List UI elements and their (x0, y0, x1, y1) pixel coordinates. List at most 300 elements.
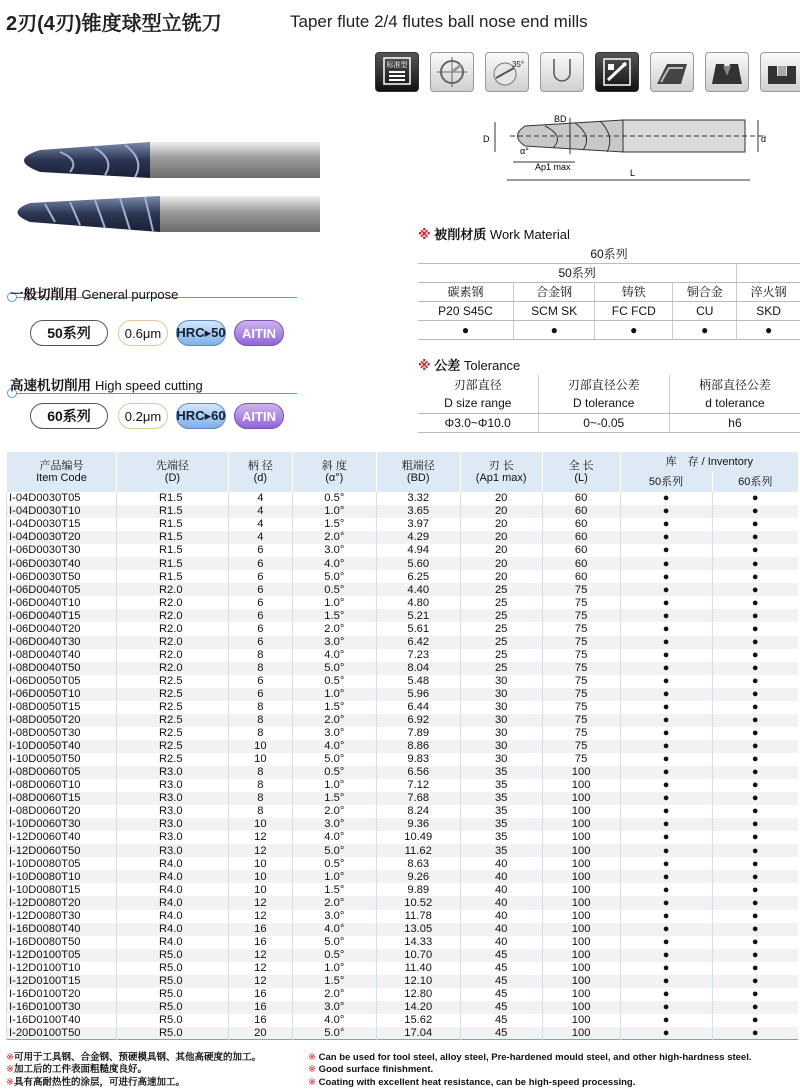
table-cell: 16 (228, 936, 292, 949)
inventory-mark: ● (620, 492, 712, 505)
table-cell: 100 (542, 936, 620, 949)
inventory-mark: ● (620, 753, 712, 766)
table-cell: 35 (460, 831, 542, 844)
table-cell: 100 (542, 1014, 620, 1027)
table-row (7, 622, 799, 635)
table-cell: 12 (228, 910, 292, 923)
table-cell: 6 (228, 596, 292, 609)
table-cell: 75 (542, 701, 620, 714)
table-cell: 8 (228, 779, 292, 792)
table-row (7, 662, 799, 675)
inventory-mark: ● (620, 727, 712, 740)
table-cell: 20 (460, 505, 542, 518)
table-cell: I-10D0080T05 (7, 857, 117, 870)
table-cell: 60 (542, 570, 620, 583)
table-cell: R4.0 (116, 870, 228, 883)
center-cutting-icon (430, 52, 474, 92)
table-cell: 8 (228, 701, 292, 714)
table-cell: 100 (542, 844, 620, 857)
table-cell: 75 (542, 636, 620, 649)
table-cell: 60 (542, 557, 620, 570)
inventory-mark: ● (712, 962, 798, 975)
table-cell: 25 (460, 636, 542, 649)
table-cell: I-08D0040T40 (7, 649, 117, 662)
inventory-mark: ● (712, 844, 798, 857)
table-cell: 7.23 (376, 649, 460, 662)
table-cell: 45 (460, 1014, 542, 1027)
table-cell: 6 (228, 557, 292, 570)
schematic-ap-label: Ap1 max (535, 162, 571, 172)
table-cell: 2.0° (292, 805, 376, 818)
table-cell: 25 (460, 622, 542, 635)
shank-tolerance-icon (595, 52, 639, 92)
inventory-mark: ● (712, 910, 798, 923)
table-cell: 20 (460, 531, 542, 544)
inventory-mark: ● (620, 662, 712, 675)
inventory-mark: ● (620, 609, 712, 622)
table-cell: 1.5° (292, 792, 376, 805)
table-cell: 10.70 (376, 949, 460, 962)
inventory-mark: ● (712, 557, 798, 570)
table-cell: 10 (228, 857, 292, 870)
table-cell: 0.5° (292, 949, 376, 962)
inventory-mark: ● (712, 831, 798, 844)
end-mill-photos (0, 140, 330, 245)
table-cell: I-06D0030T50 (7, 570, 117, 583)
page-title: 2刃(4刃)锥度球型立铣刀 (6, 13, 222, 35)
table-cell: 4.80 (376, 596, 460, 609)
table-cell: 3.0° (292, 636, 376, 649)
table-cell: 6 (228, 609, 292, 622)
table-cell: 5.48 (376, 675, 460, 688)
table-cell: 6.42 (376, 636, 460, 649)
table-cell: 4 (228, 518, 292, 531)
table-cell: I-06D0030T30 (7, 544, 117, 557)
table-cell: I-08D0060T10 (7, 779, 117, 792)
table-cell: 1.5° (292, 975, 376, 988)
table-cell: 5.61 (376, 622, 460, 635)
table-cell: 8.63 (376, 857, 460, 870)
inventory-mark: ● (620, 805, 712, 818)
table-cell: I-06D0040T20 (7, 622, 117, 635)
table-cell: 16 (228, 1001, 292, 1014)
table-cell: 40 (460, 870, 542, 883)
table-cell: 30 (460, 740, 542, 753)
inventory-mark: ● (620, 896, 712, 909)
table-cell: 6 (228, 583, 292, 596)
table-cell: 3.32 (376, 492, 460, 505)
table-cell: R5.0 (116, 962, 228, 975)
table-cell: 25 (460, 649, 542, 662)
inventory-mark: ● (712, 688, 798, 701)
table-row (7, 766, 799, 779)
table-row (7, 870, 799, 883)
inventory-mark: ● (712, 857, 798, 870)
table-cell: I-08D0050T15 (7, 701, 117, 714)
table-cell: 13.05 (376, 923, 460, 936)
table-cell: 4.0° (292, 1014, 376, 1027)
table-cell: 12.10 (376, 975, 460, 988)
table-row (7, 988, 799, 1001)
table-cell: 2.0° (292, 988, 376, 1001)
table-cell: 11.78 (376, 910, 460, 923)
table-cell: 20 (460, 557, 542, 570)
table-cell: R5.0 (116, 1014, 228, 1027)
inventory-mark: ● (712, 753, 798, 766)
table-cell: 35 (460, 844, 542, 857)
table-cell: 8 (228, 727, 292, 740)
table-cell: 6.44 (376, 701, 460, 714)
table-row (7, 779, 799, 792)
table-cell: 45 (460, 949, 542, 962)
table-cell: 10.52 (376, 896, 460, 909)
inventory-mark: ● (620, 714, 712, 727)
table-cell: 8 (228, 662, 292, 675)
table-cell: 2.0° (292, 896, 376, 909)
table-cell: R3.0 (116, 805, 228, 818)
inventory-mark: ● (712, 975, 798, 988)
table-cell: R4.0 (116, 857, 228, 870)
table-cell: 45 (460, 975, 542, 988)
table-cell: 0.5° (292, 492, 376, 505)
inventory-mark: ● (712, 636, 798, 649)
table-row (7, 896, 799, 909)
table-cell: 100 (542, 883, 620, 896)
table-cell: I-10D0080T15 (7, 883, 117, 896)
table-cell: 40 (460, 936, 542, 949)
table-cell: 75 (542, 609, 620, 622)
table-row (7, 910, 799, 923)
inventory-mark: ● (620, 857, 712, 870)
table-cell: 5.96 (376, 688, 460, 701)
table-row (7, 949, 799, 962)
table-cell: R3.0 (116, 818, 228, 831)
table-cell: 45 (460, 988, 542, 1001)
feature-icons (375, 52, 800, 92)
table-cell: I-08D0060T15 (7, 792, 117, 805)
inventory-mark: ● (712, 1027, 798, 1040)
table-row (7, 570, 799, 583)
table-cell: R5.0 (116, 1001, 228, 1014)
table-cell: R5.0 (116, 949, 228, 962)
table-cell: 75 (542, 688, 620, 701)
table-row (7, 857, 799, 870)
helix-angle-label: 35° (511, 60, 524, 69)
table-cell: 75 (542, 583, 620, 596)
table-cell: 6 (228, 636, 292, 649)
table-row (7, 805, 799, 818)
table-cell: 4.29 (376, 531, 460, 544)
table-cell: 30 (460, 753, 542, 766)
table-cell: I-06D0030T40 (7, 557, 117, 570)
inventory-mark: ● (620, 636, 712, 649)
table-cell: R1.5 (116, 544, 228, 557)
table-cell: 3.0° (292, 1001, 376, 1014)
col-length: 全 长 (L) (542, 452, 620, 492)
table-cell: 0.5° (292, 675, 376, 688)
inventory-mark: ● (620, 583, 712, 596)
table-cell: I-12D0080T30 (7, 910, 117, 923)
table-cell: 20 (228, 1027, 292, 1040)
inventory-mark: ● (712, 727, 798, 740)
table-cell: I-06D0050T05 (7, 675, 117, 688)
table-cell: 9.83 (376, 753, 460, 766)
table-row (7, 701, 799, 714)
table-cell: 35 (460, 792, 542, 805)
table-cell: I-06D0040T15 (7, 609, 117, 622)
inventory-mark: ● (620, 622, 712, 635)
col-inv-50: 50系列 (620, 472, 712, 492)
table-cell: R1.5 (116, 570, 228, 583)
table-cell: 12 (228, 896, 292, 909)
inventory-mark: ● (712, 518, 798, 531)
table-cell: I-12D0100T10 (7, 962, 117, 975)
table-cell: 40 (460, 857, 542, 870)
table-cell: 60 (542, 544, 620, 557)
inventory-mark: ● (712, 662, 798, 675)
table-cell: 1.5° (292, 609, 376, 622)
inventory-mark: ● (712, 988, 798, 1001)
schematic-l-label: L (630, 168, 636, 178)
table-row (7, 923, 799, 936)
table-cell: I-12D0060T40 (7, 831, 117, 844)
table-cell: 1.5° (292, 518, 376, 531)
inventory-mark: ● (620, 818, 712, 831)
product-table (6, 452, 798, 1040)
table-row (7, 727, 799, 740)
table-cell: 3.97 (376, 518, 460, 531)
table-cell: R2.5 (116, 714, 228, 727)
inventory-mark: ● (620, 505, 712, 518)
table-cell: 9.26 (376, 870, 460, 883)
table-cell: 25 (460, 609, 542, 622)
table-cell: R2.0 (116, 649, 228, 662)
table-cell: 100 (542, 923, 620, 936)
inventory-mark: ● (620, 870, 712, 883)
inventory-mark: ● (712, 714, 798, 727)
work-material-table: 60系列 50系列 碳素钢 合金钢 铸铁 铜合金 淬火钢 P20 S45C SCM SK FC FCD CU SKD ● ● ● ● ● (418, 244, 800, 340)
table-cell: 6 (228, 688, 292, 701)
table-cell: 5.60 (376, 557, 460, 570)
tolerance-table: 刃部直径 刃部直径公差 柄部直径公差 D size range D tolerance d tolerance Φ3.0~Φ10.0 0~-0.05 h6 (418, 375, 800, 433)
table-cell: R3.0 (116, 766, 228, 779)
product-rows (7, 492, 799, 1040)
inventory-mark: ● (712, 1014, 798, 1027)
four-flute-end-mill-image (18, 196, 321, 232)
table-cell: 11.40 (376, 962, 460, 975)
table-cell: R1.5 (116, 518, 228, 531)
table-cell: I-08D0050T30 (7, 727, 117, 740)
table-cell: 20 (460, 570, 542, 583)
table-row (7, 596, 799, 609)
group-50-label: 50系列 (418, 263, 737, 282)
table-cell: 30 (460, 714, 542, 727)
table-cell: 5.0° (292, 753, 376, 766)
table-row (7, 557, 799, 570)
inventory-mark: ● (712, 649, 798, 662)
inventory-mark: ● (620, 962, 712, 975)
table-cell: 30 (460, 727, 542, 740)
table-row (7, 975, 799, 988)
inventory-mark: ● (712, 492, 798, 505)
table-cell: 5.21 (376, 609, 460, 622)
inventory-mark: ● (620, 949, 712, 962)
schematic-alpha-label: α° (520, 146, 529, 156)
table-cell: 35 (460, 766, 542, 779)
aitin-60-badge: AITIN (234, 403, 284, 429)
table-cell: 45 (460, 1027, 542, 1040)
inventory-mark: ● (620, 675, 712, 688)
table-cell: I-12D0100T05 (7, 949, 117, 962)
table-cell: I-12D0100T15 (7, 975, 117, 988)
inventory-mark: ● (712, 740, 798, 753)
table-cell: 60 (542, 518, 620, 531)
table-cell: 100 (542, 910, 620, 923)
table-cell: 4.94 (376, 544, 460, 557)
inventory-mark: ● (620, 844, 712, 857)
inventory-mark: ● (712, 675, 798, 688)
inventory-mark: ● (712, 870, 798, 883)
group-60-label: 60系列 (418, 244, 800, 263)
table-row (7, 753, 799, 766)
inventory-mark: ● (620, 936, 712, 949)
work-material-heading: ※ 被削材质 Work Material (418, 227, 570, 242)
schematic-d-label: D (483, 134, 490, 144)
general-purpose-heading: 一般切削用 General purpose (10, 287, 179, 302)
inventory-mark: ● (620, 688, 712, 701)
notes-zh: ※可用于工具钢、合金钢、预硬模具钢、其他高硬度的加工。 ※加工后的工件表面粗糙度良好。 ※具有高耐热性的涂层，可进行高速加工。 (6, 1052, 261, 1088)
inventory-mark: ● (620, 596, 712, 609)
table-cell: 6.56 (376, 766, 460, 779)
table-cell: 7.12 (376, 779, 460, 792)
table-cell: 10 (228, 740, 292, 753)
inventory-mark: ● (620, 740, 712, 753)
table-cell: 1.5° (292, 883, 376, 896)
table-cell: 45 (460, 1001, 542, 1014)
table-row (7, 936, 799, 949)
table-cell: R2.0 (116, 662, 228, 675)
table-cell: R4.0 (116, 910, 228, 923)
table-cell: 100 (542, 962, 620, 975)
table-cell: I-12D0080T20 (7, 896, 117, 909)
inventory-mark: ● (712, 505, 798, 518)
table-cell: 8.86 (376, 740, 460, 753)
table-cell: 30 (460, 701, 542, 714)
table-cell: 4.0° (292, 740, 376, 753)
table-cell: 75 (542, 727, 620, 740)
table-cell: R1.5 (116, 557, 228, 570)
inventory-mark: ● (620, 649, 712, 662)
table-cell: 100 (542, 870, 620, 883)
table-cell: 14.33 (376, 936, 460, 949)
table-cell: 8 (228, 649, 292, 662)
col-shank: 柄 径 (d) (228, 452, 292, 492)
inventory-mark: ● (712, 766, 798, 779)
inventory-mark: ● (620, 975, 712, 988)
table-cell: R1.5 (116, 531, 228, 544)
table-cell: 12 (228, 949, 292, 962)
inventory-mark: ● (620, 766, 712, 779)
table-cell: 16 (228, 923, 292, 936)
notes-en: ※ Can be used for tool steel, alloy steel, Pre-hardened mould steel, and other high-hardness steel. ※ Good surface finishment. ※ Coating with excellent heat resistance, can be high-speed processing. (308, 1052, 752, 1088)
table-cell: I-10D0050T50 (7, 753, 117, 766)
table-row (7, 844, 799, 857)
table-row (7, 492, 799, 505)
table-cell: 6.92 (376, 714, 460, 727)
inventory-mark: ● (712, 1001, 798, 1014)
slotting-icon (650, 52, 694, 92)
inventory-mark: ● (620, 1014, 712, 1027)
inventory-mark: ● (712, 792, 798, 805)
table-cell: 12 (228, 831, 292, 844)
table-cell: I-16D0100T40 (7, 1014, 117, 1027)
table-cell: I-16D0080T50 (7, 936, 117, 949)
table-cell: 14.20 (376, 1001, 460, 1014)
table-cell: 10 (228, 883, 292, 896)
table-cell: I-20D0100T50 (7, 1027, 117, 1040)
table-cell: R2.0 (116, 636, 228, 649)
table-cell: I-08D0040T50 (7, 662, 117, 675)
table-cell: 20 (460, 544, 542, 557)
table-cell: 1.0° (292, 688, 376, 701)
inventory-mark: ● (712, 596, 798, 609)
table-cell: 100 (542, 831, 620, 844)
table-cell: 1.0° (292, 779, 376, 792)
table-cell: 8.24 (376, 805, 460, 818)
table-cell: R4.0 (116, 936, 228, 949)
table-cell: 100 (542, 949, 620, 962)
schematic-bd-label: BD (554, 114, 567, 124)
table-row (7, 636, 799, 649)
high-speed-heading: 高速机切削用 High speed cutting (10, 378, 203, 393)
table-cell: 1.0° (292, 505, 376, 518)
table-cell: 17.04 (376, 1027, 460, 1040)
table-cell: 6 (228, 622, 292, 635)
table-cell: 10 (228, 870, 292, 883)
series-50-badge: 50系列 (30, 320, 108, 346)
table-cell: 8.04 (376, 662, 460, 675)
table-cell: 10 (228, 753, 292, 766)
table-row (7, 544, 799, 557)
table-cell: 5.0° (292, 1027, 376, 1040)
inventory-mark: ● (712, 544, 798, 557)
table-cell: I-10D0050T40 (7, 740, 117, 753)
col-tip-dia: 先端径 (D) (116, 452, 228, 492)
inventory-mark: ● (620, 1027, 712, 1040)
table-cell: 5.0° (292, 570, 376, 583)
table-cell: 2.0° (292, 714, 376, 727)
table-cell: 75 (542, 649, 620, 662)
table-cell: 75 (542, 662, 620, 675)
table-cell: 12 (228, 844, 292, 857)
inventory-mark: ● (712, 818, 798, 831)
table-cell: 100 (542, 818, 620, 831)
table-cell: R2.0 (116, 622, 228, 635)
table-cell: 100 (542, 988, 620, 1001)
col-inventory: 库 存 / Inventory (620, 452, 798, 472)
page-header (0, 0, 800, 40)
table-cell: 25 (460, 583, 542, 596)
ball-nose-icon (540, 52, 584, 92)
col-inv-60: 60系列 (712, 472, 798, 492)
table-cell: R2.5 (116, 675, 228, 688)
table-cell: 3.0° (292, 818, 376, 831)
inventory-mark: ● (712, 609, 798, 622)
table-cell: R1.5 (116, 505, 228, 518)
table-cell: 35 (460, 818, 542, 831)
table-cell: 4 (228, 492, 292, 505)
precision-60-badge: 0.2μm (118, 403, 168, 429)
